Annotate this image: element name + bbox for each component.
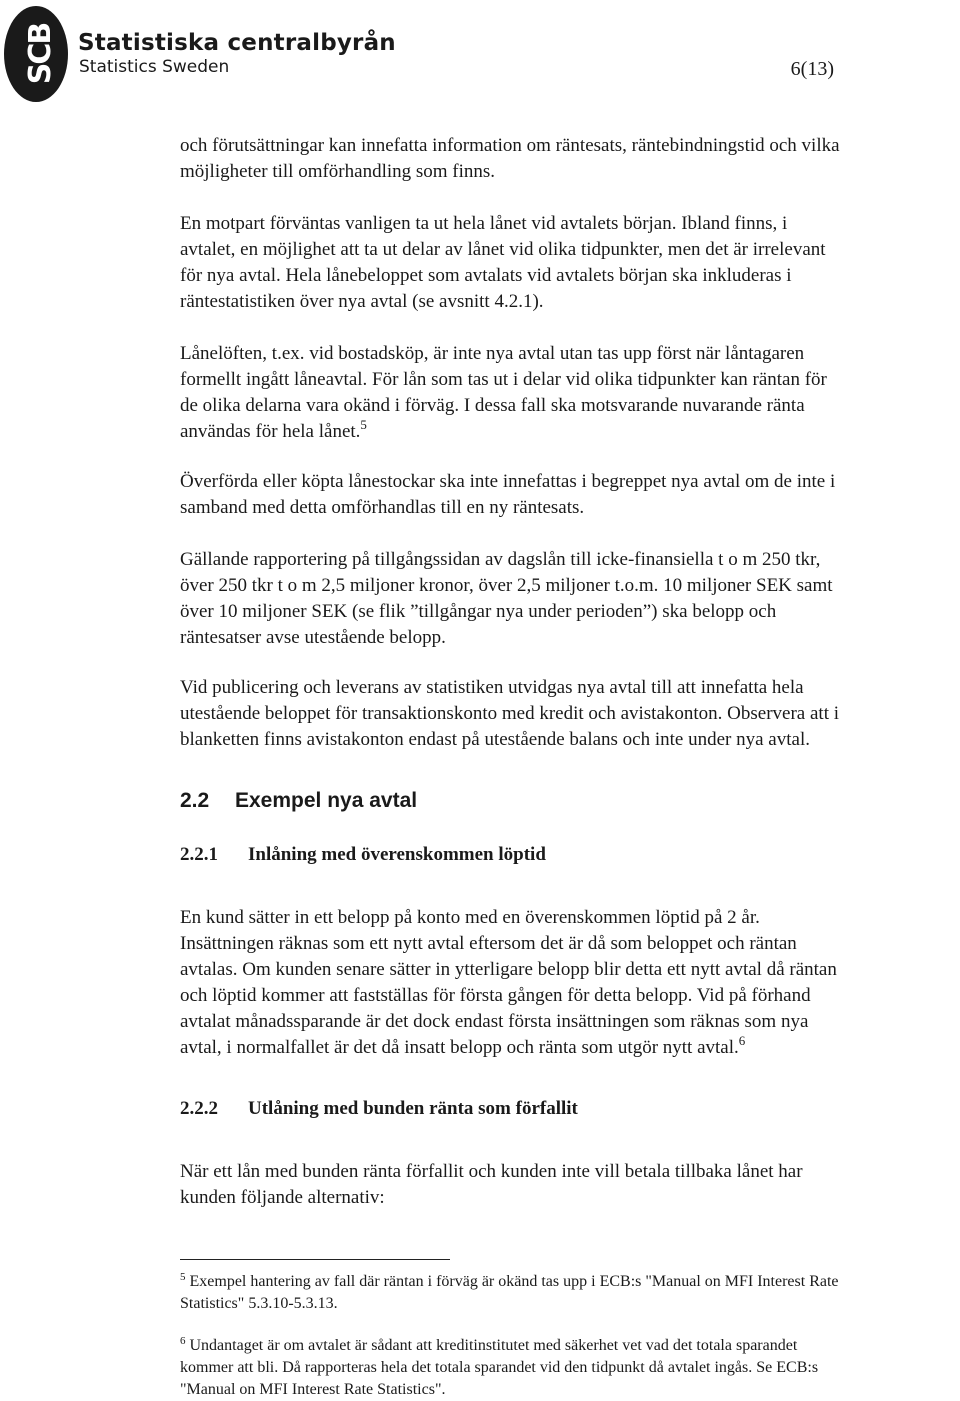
subsection-number: 2.2.2 <box>180 1098 218 1119</box>
scb-logo <box>0 0 420 105</box>
footnote-number: 6 <box>180 1335 186 1347</box>
scb-logo-icon <box>2 2 74 102</box>
org-name-english: Statistics Sweden <box>79 57 230 77</box>
paragraph: En kund sätter in ett belopp på konto med en överenskommen löptid på 2 år. Insättningen räknas som ett nytt avtal eftersom det är då som beloppet och räntan avtalas. Om kunden senare sätter in ytterligare belopp blir detta ett nytt avtal då räntan och löptid kommer att fastställas för första gången för detta belopp. Vid på förhand avtalat månadssparande är det dock endast första insättningen som räknas som nya avtal, i normalfallet är det då insatt belopp och ränta som utgör nytt avtal.$^6$ <box>180 907 837 1058</box>
footnote-reference: 5 <box>360 417 367 432</box>
subsection-title: Inlåning med överenskommen löptid <box>248 844 546 865</box>
paragraph: Vid publicering och leverans av statistiken utvidgas nya avtal till att innefatta hela utestående beloppet för transaktionskonto med kredit och avistakonton. Observera att i blanketten finns avistakonton endast på utestående balans och inte under nya avtal. <box>180 677 840 750</box>
paragraph: En motpart förväntas vanligen ta ut hela lånet vid avtalets början. Ibland finns, i avtalet, en möjlighet att ta ut delar av lånet vid olika tidpunkter, men det är irrelevant för nya avtal. Hela lånebeloppet som avtalats vid avtalets början ska inkluderas i räntestatistiken över nya avtal (se avsnitt 4.2.1). <box>180 213 826 312</box>
footnote: $^6$ Undantaget är om avtalet är sådant att kreditinstitutet med säkerhet vet vad det totala sparandet kommer att bli. Då rapporteras hela det totala sparandet vid den tidpunkt då avtalet ingås. Se ECB:s "Manual on MFI Interest Rate Statistics". <box>180 1335 819 1398</box>
paragraph: Överförda eller köpta lånestockar ska inte innefattas i begreppet nya avtal om de inte i samband med detta omförhandlas till en ny räntesats. <box>180 471 836 518</box>
footnote-number: 5 <box>180 1271 186 1283</box>
section-title: Exempel nya avtal <box>235 789 418 812</box>
footnote-reference: 6 <box>738 1033 746 1048</box>
org-name: Statistiska centralbyrån <box>78 30 396 56</box>
paragraph: och förutsättningar kan innefatta information om räntesats, räntebindningstid och vilka möjligheter till omförhandling som finns. <box>180 135 840 182</box>
page-number: 6(13) <box>790 58 834 80</box>
section-heading <box>180 789 417 813</box>
paragraph: När ett lån med bunden ränta förfallit och kunden inte vill betala tillbaka lånet har kunden följande alternativ: <box>180 1161 803 1208</box>
footnote-divider <box>180 1259 450 1260</box>
subsection-title: Utlåning med bunden ränta som förfallit <box>248 1098 578 1119</box>
paragraph: Lånelöften, t.ex. vid bostadsköp, är inte nya avtal utan tas upp först när låntagaren formellt ingått låneavtal. För lån som tas ut i delar vid olika tidpunkter kan räntan för de olika delarna vara okänd i förväg. I dessa fall ska motsvarande nuvarande ränta användas för hela lånet.$^5$ <box>180 343 827 442</box>
footnote: $^5$ Exempel hantering av fall där räntan i förväg är okänd tas upp i ECB:s "Manual on MFI Interest Rate Statistics" 5.3.10-5.3.13. <box>180 1271 839 1312</box>
logo-mark-text: SCB <box>23 23 58 85</box>
section-number: 2.2 <box>180 789 210 812</box>
subsection-number: 2.2.1 <box>180 844 218 865</box>
paragraph: Gällande rapportering på tillgångssidan av dagslån till icke-finansiella t o m 250 tkr, över 250 tkr t o m 2,5 miljoner kronor, över 2,5 miljoner t.o.m. 10 miljoner SEK samt över 10 miljoner SEK (se flik ”tillgångar nya under perioden”) ska belopp och räntesatser avse utestående belopp. <box>180 549 833 648</box>
subsection-heading <box>180 844 546 866</box>
subsection-heading <box>180 1098 578 1120</box>
